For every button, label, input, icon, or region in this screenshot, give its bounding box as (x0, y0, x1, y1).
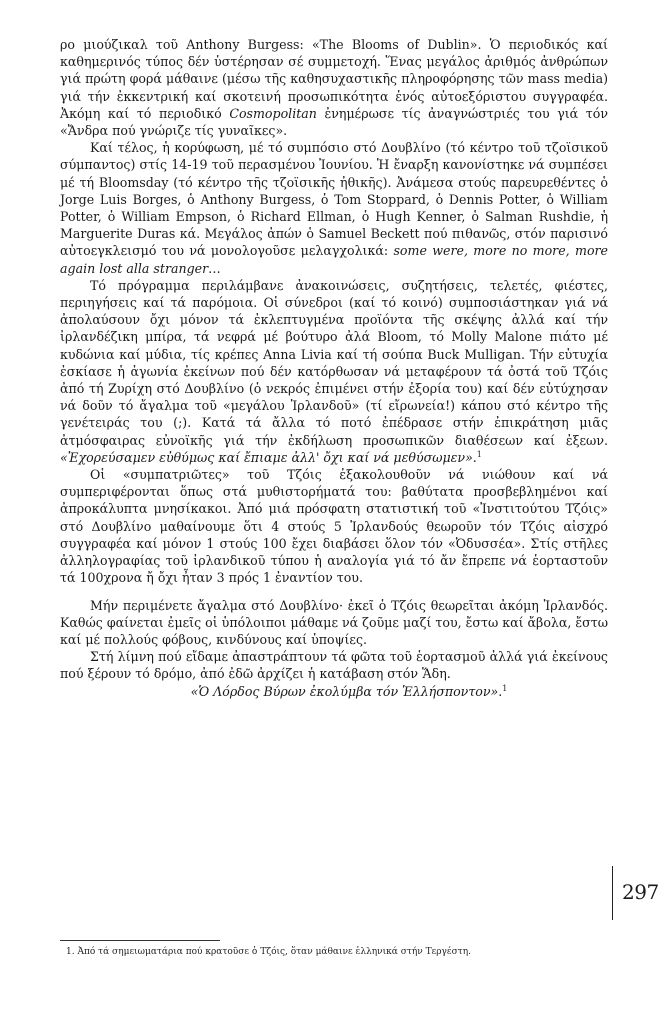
closing-quote-line (60, 683, 608, 700)
paragraph-5: Μήν περιμένετε ἄγαλμα στό Δουβλίνο· ἐκεῖ ὁ Τζόις θεωρεῖται ἀκόμη Ἰρλανδός. Καθώς φαίνεται ἐμεῖς οἱ ὑπόλοιποι μάθαμε νά ζοῦμε μαζί του, ἔστω καί ἄβολα, ἔστω καί μέ πολλούς φόβους, κινδύνους καί ὑποψίες. (60, 597, 608, 647)
footnote-ref-2: 1 (502, 683, 508, 693)
paragraph-2-text: Καί τέλος, ἡ κορύφωση, μέ τό συμπόσιο στό Δουβλίνο (τό κέντρο τοῦ τζοϊσικοῦ σύμπαντος) στίς 14-19 τοῦ περασμένου Ἰουνίου. Ἡ ἔναρξη κανονίστηκε νά συμπέσει μέ τή Bloomsday (τό κέντρο τῆς τζοϊσικῆς ἠθικῆς). Ἀνάμεσα στούς παρευρεθέντες ὁ Jorge Luis Borges, ὁ Anthony Burgess, ὁ Tom Stoppard, ὁ Dennis Potter, ὁ William Potter, ὁ William Empson, ὁ Richard Ellman, ὁ Hugh Kenner, ὁ Salman Rushdie, ἡ Marguerite Duras κά. Μεγάλος ἀπών ὁ Samuel Beckett πού πιθανῶς, στόν παρισινό αὐτοεγκλεισμό του νά μονολογοῦσε μελαγχολικά: (60, 140, 608, 259)
paragraph-2 (60, 139, 608, 277)
main-text (60, 36, 608, 700)
paragraph-1-text-end: ἐνημέρωσε τίς ἀναγνώστριές του γιά τόν «Ἄνδρα πού γνώριζε τίς γυναῖκες». (60, 105, 609, 139)
paragraph-6: Στή λίμνη πού εἴδαμε ἀπαστράπτουν τά φῶτα τοῦ ἑορτασμοῦ ἀλλά γιά ἐκείνους πού ξέρουν τό δρόμο, ἀπό ἐδῶ ἀρχίζει ἡ κατάβαση στόν Ἅδη. (60, 649, 608, 682)
footnote-divider (60, 940, 220, 941)
beckett-quote: some were, more no more, more again lost alla stranger (60, 243, 609, 276)
page-number: 297 (622, 880, 659, 904)
paragraph-1 (60, 36, 608, 139)
paragraph-3-text: Τό πρόγραμμα περιλάμβανε ἀνακοινώσεις, συζητήσεις, τελετές, φιέστες, περιηγήσεις καί τά παρόμοια. Οἱ σύνεδροι (καί τό κοινό) συμποσιάστηκαν γιά νά ἀπολαύσουν ὄχι μόνον τά ἐκλεπτυγμένα προϊόντα τῆς σκέψης ἀλλά καί τήν ἰρλανδέζικη μπίρα, τά νεφρά μέ βούτυρο ἀλά Bloom, τό Molly Malone πιάτο μέ κυδώνια καί μύδια, τίς κρέπες Anna Livia καί τή σούπα Buck Mulligan. Τήν εὐτυχία ἐσκίασε ἡ ἀγωνία ἐκείνων πού δέν κατόρθωσαν νά μεταφέρουν τά ὀστά τοῦ Τζόις ἀπό τή Ζυρίχη στό Δουβλίνο (ὁ νεκρός ἐπιμένει στήν ἐξορία του) καί δέν εὐτύχησαν νά δοῦν τό ἄγαλμα τοῦ «μεγάλου Ἰρλανδοῦ» (τί εἴρωνεία!) κάπου στό κέντρο τῆς γενέτειράς του (;). Κατά τά ἄλλα τό ποτό ἐπέδρασε στήν ἐπικράτηση μιᾶς ἀτμόσφαιρας εὐνοϊκῆς γιά τήν ἐκδήλωση προσωπικῶν διαθέσεων καί ἐξεων. (60, 277, 608, 448)
paragraph-1-text: ρο μιούζικαλ τοῦ Anthony Burgess: «The Blooms of Dublin». Ὁ περιοδικός καί καθημερινός τύπος δέν ὑστέρησαν σέ συμμετοχή. Ἕνας μεγάλος ἀριθμός ἀνθρώπων γιά πρώτη φορά μάθαινε (μέσω τῆς καθησυχαστικῆς πληροφόρησης τῶν mass media) γιά τήν ἐκκεντρική καί σκοτεινή προσωπικότητα ἑνός αὐτοεξόριστου συγγραφέα. Ἀκόμη καί τό περιοδικό (60, 37, 608, 121)
byron-quote: «Ὁ Λόρδος Βύρων ἐκολύμβα τόν Ἑλλήσποντον» (190, 683, 499, 699)
closing-period: . (498, 683, 503, 699)
magazine-title: Cosmopolitan (229, 105, 317, 121)
footnote: 1. Ἀπό τά σημειωματάρια πού κρατοῦσε ὁ Τζόις, ὅταν μάθαινε ἑλληνικά στήν Τεργέστη. (66, 947, 471, 957)
footnote-ref-1: 1 (476, 449, 482, 459)
paragraph-2-ellipsis: … (208, 260, 221, 276)
paragraph-3-period: . (472, 449, 477, 465)
dance-quote: «Ἐχορεύσαμεν εὐθύμως καί ἔπιαμε ἀλλ' ὄχι καί νά μεθύσωμεν» (60, 449, 473, 465)
paragraph-3 (60, 277, 608, 466)
paragraph-4: Οἱ «συμπατριῶτες» τοῦ Τζόις ἐξακολουθοῦν νά νιώθουν καί νά συμπεριφέρονται ὅπως στά μυθιστορήματά του: βαθύτατα προσβεβλημένοι καί ἀπροκάλυπτα μνησίκακοι. Ἀπό μιά πρόσφατη στατιστική τοῦ «Ἰνστιτούτου Τζόις» στό Δουβλίνο μαθαίνουμε ὅτι 4 στούς 5 Ἰρλανδούς θεωροῦν τόν Τζόις αἰσχρό συγγραφέα καί μόνον 1 στούς 100 ἔχει διαβάσει ὅλον τόν «Ὀδυσσέα». Στίς στῆλες ἀλληλογραφίας τοῦ ἰρλανδικοῦ τύπου ἡ αναλογία γιά τό ἄν ἔπρεπε νά ἑορταστοῦν τά 100χρονα ἤ ὄχι ἦταν 3 πρός 1 ἐναντίον του. (60, 467, 608, 586)
